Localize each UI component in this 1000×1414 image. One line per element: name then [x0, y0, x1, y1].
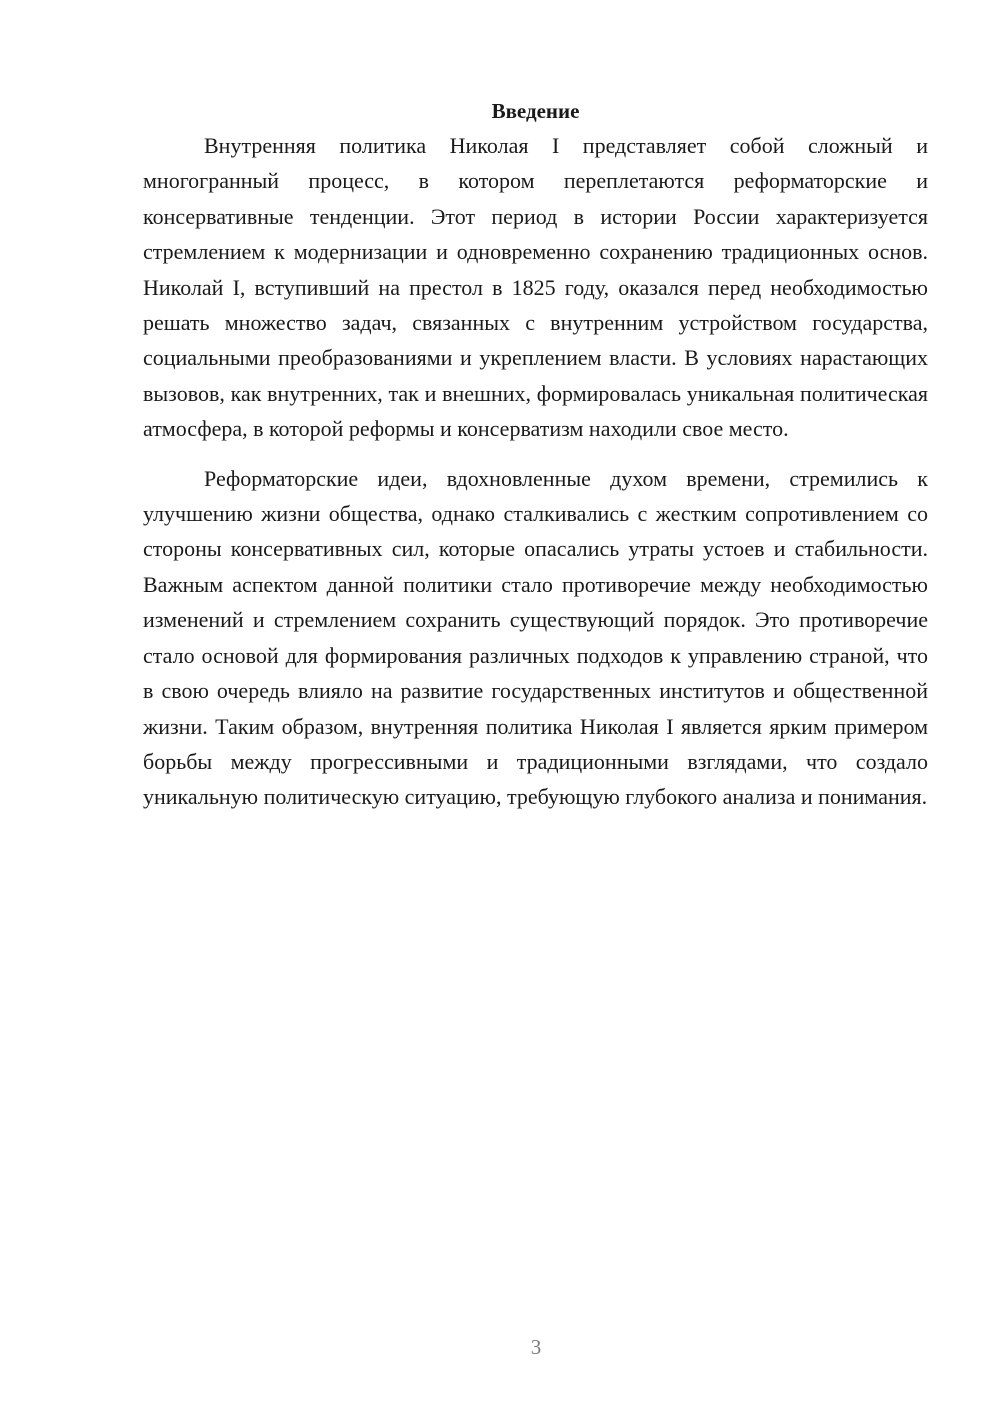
page-number: 3 — [530, 1335, 542, 1359]
paragraph-intro: Внутренняя политика Николая I представляет собой сложный и многогранный процесс, в котором переплетаются реформаторские и консервативные тенденции. Этот период в истории России характеризуется стремлением к модернизации и одновременно сохранению традиционных основ. Николай I, вступивший на престол в 1825 году, оказался перед необходимостью решать множество задач, связанных с внутренним устройством государства, социальными преобразованиями и укреплением власти. В условиях нарастающих вызовов, как внутренних, так и внешних, формировалась уникальная политическая атмосфера, в которой реформы и консерватизм находили свое место. — [143, 133, 928, 442]
section-heading: Введение — [491, 99, 580, 123]
paragraph-reforms: Реформаторские идеи, вдохновленные духом времени, стремились к улучшению жизни общества, однако сталкивались с жестким сопротивлением со стороны консервативных сил, которые опасались утраты устоев и стабильности. Важным аспектом данной политики стало противоречие между необходимостью изменений и стремлением сохранить существующий порядок. Это противоречие стало основой для формирования различных подходов к управлению страной, что в свою очередь влияло на развитие государственных институтов и общественной жизни. Таким образом, внутренняя политика Николая I является ярким примером борьбы между прогрессивными и традиционными взглядами, что создало уникальную политическую ситуацию, требующую глубокого анализа и понимания. — [143, 465, 928, 810]
document-page — [143, 96, 928, 815]
